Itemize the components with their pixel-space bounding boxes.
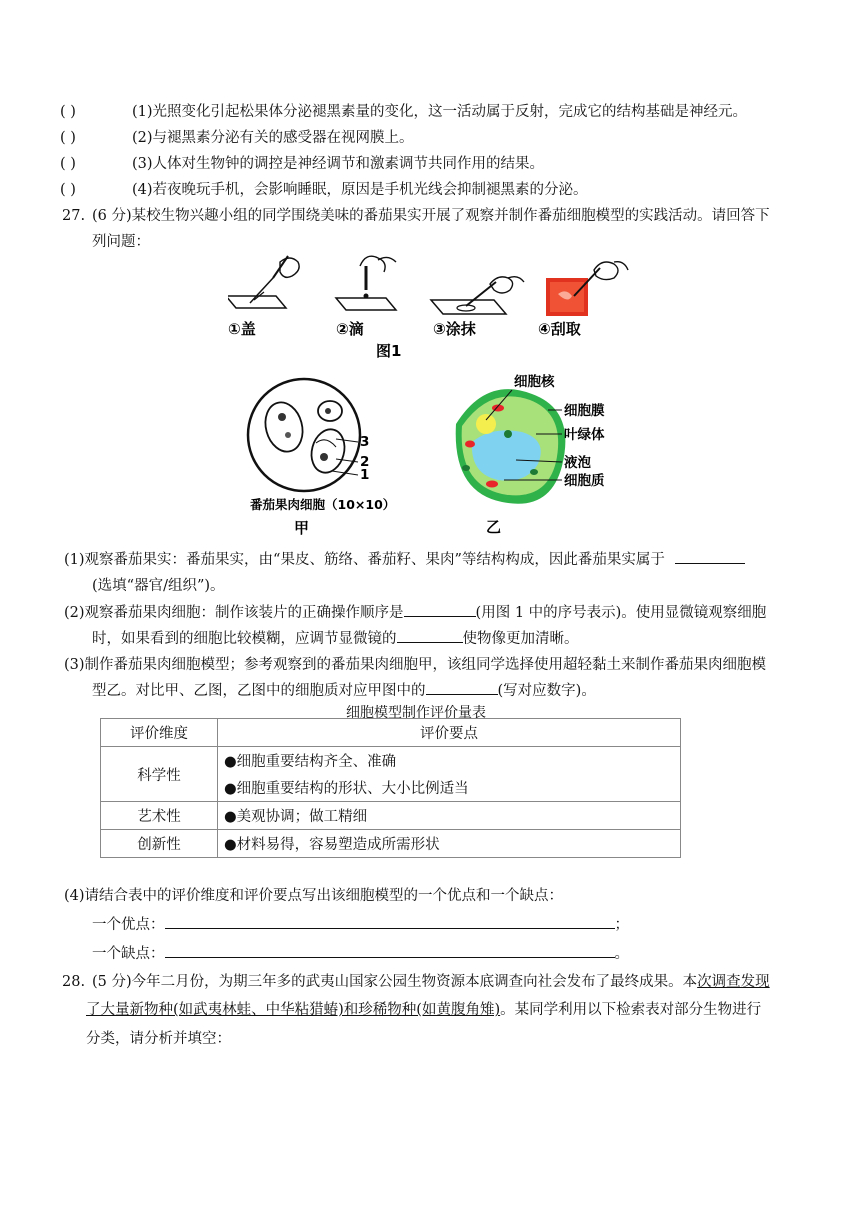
- table-row: [101, 802, 681, 830]
- answer-paren[interactable]: ( ): [60, 182, 76, 198]
- q27-sub1: [64, 548, 745, 569]
- step-drop-illustration: [336, 256, 396, 310]
- table-title: 细胞模型制作评价量表: [346, 705, 486, 721]
- q26-item-2: [60, 126, 414, 147]
- answer-paren[interactable]: ( ): [60, 104, 76, 120]
- figure-jia: [246, 375, 416, 535]
- figure-yi: [436, 372, 616, 536]
- yi-name: 乙: [486, 518, 502, 536]
- jia-label-3: 3: [360, 434, 370, 450]
- q27-sub4: (4)请结合表中的评价维度和评价要点写出该细胞模型的一个优点和一个缺点：: [64, 888, 564, 904]
- sub2-text-b: (用图 1 中的序号表示)。使用显微镜观察细胞: [475, 605, 767, 621]
- step-scrape-illustration: [546, 262, 628, 316]
- q27-sub3-cont: [92, 679, 596, 700]
- answer-blank-2[interactable]: [404, 602, 476, 617]
- pro-answer-blank[interactable]: [165, 914, 615, 929]
- row-dimension: 创新性: [101, 830, 218, 858]
- q28-text-b: 。某同学利用以下检索表对部分生物进行: [500, 1002, 762, 1018]
- sub2-text-d: 使物像更加清晰。: [462, 631, 579, 647]
- evaluation-table: [100, 718, 681, 858]
- pro-line: [92, 913, 629, 934]
- q27-sub2: [64, 601, 766, 622]
- q26-item-1: [60, 100, 747, 121]
- table-header-row: [101, 719, 681, 747]
- statement-text: (1)光照变化引起松果体分泌褪黑素量的变化，这一活动属于反射，完成它的结构基础是神经元。: [132, 104, 748, 120]
- yi-label-vacuole: 液泡: [564, 455, 591, 471]
- row-point: ●细胞重要结构齐全、准确: [218, 747, 681, 775]
- row-dimension: 艺术性: [101, 802, 218, 830]
- jia-label-2: 2: [360, 454, 370, 470]
- fig1-caption: 图1: [376, 342, 402, 360]
- q27-sub3: (3)制作番茄果肉细胞模型；参考观察到的番茄果肉细胞甲，该组同学选择使用超轻黏土来制作番茄果肉细胞模: [64, 657, 767, 673]
- row-point: ●细胞重要结构的形状、大小比例适当: [218, 774, 681, 802]
- q27-sub1-cont: (选填“器官/组织”)。: [92, 578, 225, 594]
- q27-sub2-cont: [92, 627, 579, 648]
- yi-label-nucleus: 细胞核: [514, 374, 555, 390]
- fig1-step-2-label: ②滴: [336, 320, 364, 338]
- con-end: 。: [614, 946, 629, 962]
- sub1-text: (1)观察番茄果实：番茄果实，由“果皮、筋络、番茄籽、果肉”等结构构成，因此番茄果实属于: [64, 552, 665, 568]
- yi-label-membrane: 细胞膜: [564, 403, 605, 419]
- row-point: ●美观协调；做工精细: [218, 802, 681, 830]
- sub2-text-a: (2)观察番茄果肉细胞：制作该装片的正确操作顺序是: [64, 605, 404, 621]
- con-line: [92, 942, 629, 963]
- pro-label: 一个优点：: [92, 917, 165, 933]
- row-point: ●材料易得，容易塑造成所需形状: [218, 830, 681, 858]
- fig1-step-4-label: ④刮取: [538, 320, 581, 338]
- q27-intro-cont: 列问题：: [92, 234, 150, 250]
- step-cover-illustration: [228, 256, 299, 308]
- q26-item-3: [60, 152, 544, 173]
- question-number: 27.: [62, 208, 86, 224]
- answer-paren[interactable]: ( ): [60, 156, 76, 172]
- question-number: 28.: [62, 974, 86, 990]
- q28-line-3: 分类，请分析并填空：: [86, 1031, 231, 1047]
- con-label: 一个缺点：: [92, 946, 165, 962]
- jia-label-1: 1: [360, 467, 370, 483]
- q28-text-a: (5 分)今年二月份，为期三年多的武夷山国家公园生物资源本底调查向社会发布了最终成果。本: [92, 974, 698, 990]
- answer-paren[interactable]: ( ): [60, 130, 76, 146]
- statement-text: (2)与褪黑素分泌有关的感受器在视网膜上。: [132, 130, 414, 146]
- fig1-step-1-label: ①盖: [228, 320, 256, 338]
- step-smear-illustration: [431, 277, 524, 314]
- q28-line-2: [86, 998, 761, 1019]
- figure-1: [228, 248, 638, 368]
- pro-end: ；: [614, 917, 629, 933]
- sub3-text-b: (写对应数字)。: [497, 683, 596, 699]
- jia-name: 甲: [294, 519, 310, 535]
- con-answer-blank[interactable]: [165, 943, 615, 958]
- statement-text: (3)人体对生物钟的调控是神经调节和激素调节共同作用的结果。: [132, 156, 545, 172]
- table-row: [101, 747, 681, 775]
- table-row: [101, 830, 681, 858]
- fig1-step-3-label: ③涂抹: [433, 320, 476, 338]
- header-dimension: 评价维度: [101, 719, 218, 747]
- q28-line-1: [62, 970, 770, 991]
- jia-caption: 番茄果肉细胞（10×10）: [250, 497, 396, 512]
- row-dimension: 科学性: [101, 747, 218, 802]
- answer-blank-1[interactable]: [675, 549, 745, 564]
- q28-text-underlined: 次调查发现: [697, 974, 770, 990]
- question-text: (6 分)某校生物兴趣小组的同学围绕美味的番茄果实开展了观察并制作番茄细胞模型的实践活动。请回答下: [92, 208, 770, 224]
- header-points: 评价要点: [218, 719, 681, 747]
- sub2-text-c: 时，如果看到的细胞比较模糊，应调节显微镜的: [92, 631, 397, 647]
- sub3-text-a: 型乙。对比甲、乙图，乙图中的细胞质对应甲图中的: [92, 683, 426, 699]
- yi-label-cytoplasm: 细胞质: [564, 473, 605, 489]
- answer-blank-3[interactable]: [397, 628, 463, 643]
- q26-item-4: [60, 178, 588, 199]
- statement-text: (4)若夜晚玩手机，会影响睡眠，原因是手机光线会抑制褪黑素的分泌。: [132, 182, 588, 198]
- q27-intro: [62, 204, 770, 225]
- answer-blank-4[interactable]: [426, 680, 498, 695]
- yi-label-chloroplast: 叶绿体: [564, 427, 605, 443]
- q28-text-underlined-2: 了大量新物种(如武夷林蛙、中华粘猎蝽)和珍稀物种(如黄腹角雉): [86, 1002, 501, 1018]
